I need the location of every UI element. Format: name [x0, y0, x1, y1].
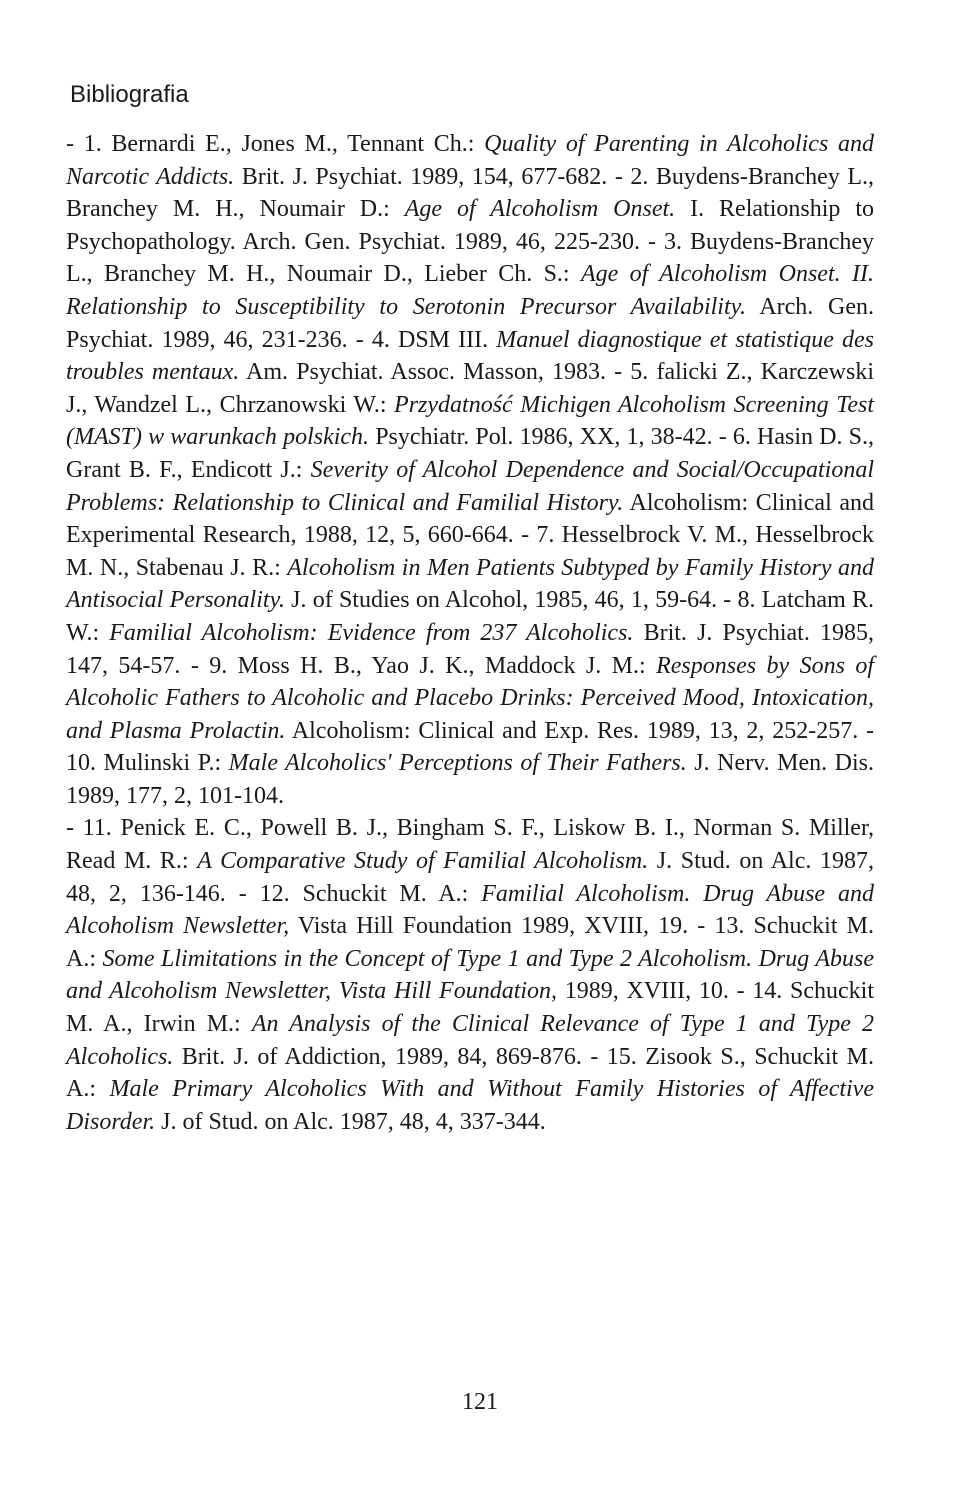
references-paragraph-1 — [66, 128, 874, 812]
reference-text: Alcoholism: Clinical and Experimental Research, 1988, 12, 5, 660-664. - 7. Hesselbrock V. M., Hesselbrock M. N., Stabenau J. R.: — [66, 489, 874, 581]
reference-title: Przydatność Michigen Alcoholism Screening Test (MAST) w warunkach polskich. — [66, 391, 875, 451]
reference-text: - 11. Penick E. C., Powell B. J., Bingham S. F., Liskow B. I., Norman S. Miller, Read M. R.: — [66, 815, 874, 875]
reference-title: Familial Alcoholism. Drug Abuse and Alcoholism Newsletter, — [66, 880, 874, 940]
reference-text: 1989, XVIII, 10. - 14. Schuckit M. A., Irwin M.: — [66, 978, 874, 1038]
reference-text: J. of Studies on Alcohol, 1985, 46, 1, 59-64. - 8. Latcham R. W.: — [66, 587, 874, 646]
page-heading: Bibliografia — [70, 81, 189, 108]
reference-title: Severity of Alcohol Dependence and Social/Occupational Problems: Relationship to Clinical and Familial History. — [66, 456, 874, 516]
reference-text: Am. Psychiat. Assoc. Masson, 1983. - 5. falicki Z., Karczewski J., Wandzel L., Chrzanowski W.: — [66, 359, 874, 418]
reference-text: Arch. Gen. Psychiat. 1989, 46, 231-236. - 4. DSM III. — [66, 293, 874, 353]
reference-title: Quality of Parenting in Alcoholics and Narcotic Addicts. — [66, 131, 874, 190]
reference-text: - 1. Bernardi E., Jones M., Tennant Ch.: — [66, 131, 485, 157]
reference-text: Psychiatr. Pol. 1986, XX, 1, 38-42. - 6. Hasin D. S., Grant B. F., Endicott J.: — [66, 424, 874, 483]
reference-title: Male Primary Alcoholics With and Without Family Histories of Affective Disorder. — [66, 1076, 874, 1135]
reference-title: Alcoholism in Men Patients Subtyped by Family History and Antisocial Personality. — [66, 554, 874, 614]
reference-title: A Comparative Study of Familial Alcoholism. — [197, 848, 649, 875]
reference-text: J. Nerv. Men. Dis. 1989, 177, 2, 101-104. — [66, 750, 874, 809]
reference-title: Male Alcoholics' Perceptions of Their Fathers. — [228, 750, 687, 777]
reference-title: Responses by Sons of Alcoholic Fathers to Alcoholic and Placebo Drinks: Perceived Mood, Intoxication, and Plasma Prolactin. — [66, 652, 874, 744]
reference-title: Some Llimitations in the Concept of Type 1 and Type 2 Alcoholism. Drug Abuse and Alcoholism Newsletter, Vista Hill Foundation, — [66, 945, 874, 1005]
page-number: 121 — [462, 1389, 498, 1415]
reference-text: I. Relationship to Psychopathology. Arch. Gen. Psychiat. 1989, 46, 225-230. - 3. Buydens-Branchey L., Branchey M. H., Noumair D., Lieber Ch. S.: — [66, 196, 874, 288]
reference-title: Age of Alcoholism Onset. — [404, 196, 676, 223]
reference-text: J. Stud. on Alc. 1987, 48, 2, 136-146. - 12. Schuckit M. A.: — [66, 848, 875, 907]
reference-text: Vista Hill Foundation 1989, XVIII, 19. - 13. Schuckit M. A.: — [66, 913, 875, 972]
references-paragraph-2 — [66, 812, 874, 1138]
reference-text: J. of Stud. on Alc. 1987, 48, 4, 337-344. — [155, 1108, 546, 1135]
reference-title: Familial Alcoholism: Evidence from 237 Alcoholics. — [109, 619, 634, 646]
reference-title: An Analysis of the Clinical Relevance of Type 1 and Type 2 Alcoholics. — [66, 1011, 875, 1070]
reference-text: Brit. J. Psychiat. 1985, 147, 54-57. - 9. Moss H. B., Yao J. K., Maddock J. M.: — [66, 619, 874, 679]
reference-title: Manuel diagnostique et statistique des troubles mentaux. — [66, 326, 875, 386]
reference-text: Brit. J. of Addiction, 1989, 84, 869-876. - 15. Zisook S., Schuckit M. A.: — [66, 1043, 874, 1103]
reference-text: Alcoholism: Clinical and Exp. Res. 1989, 13, 2, 252-257. - 10. Mulinski P.: — [66, 717, 875, 777]
reference-text: Brit. J. Psychiat. 1989, 154, 677-682. - 2. Buydens-Branchey L., Branchey M. H., Noumair D.: — [66, 163, 874, 223]
bibliography-references — [66, 128, 874, 1138]
reference-title: Age of Alcoholism Onset. II. Relationship to Susceptibility to Serotonin Precursor Availability. — [66, 261, 874, 320]
